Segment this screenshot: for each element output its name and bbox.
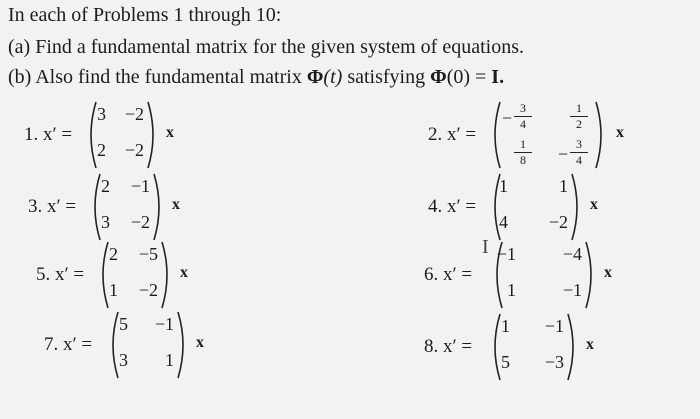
problem-2-label: 2. x′ = (428, 124, 477, 145)
problem-3-label: 3. x′ = (28, 196, 77, 217)
problem-2-a12: 1 2 (570, 102, 588, 131)
problem-6-a22: −1 (562, 280, 582, 300)
problem-4-a22: −2 (548, 212, 568, 232)
problem-3-x-vector: x (172, 196, 180, 213)
instructions-part-b (8, 66, 504, 89)
problem-3-a22: −2 (130, 212, 150, 232)
part-b-prefix: (b) Also find the fundamental matrix (8, 66, 307, 88)
left-paren-icon (488, 100, 502, 170)
right-paren-icon (566, 312, 580, 382)
right-paren-icon (570, 172, 584, 242)
problem-7-a21: 3 (119, 350, 128, 370)
problem-5-a12: −5 (138, 244, 158, 264)
problem-4-a21: 4 (499, 212, 508, 232)
right-paren-icon (584, 240, 598, 310)
right-paren-icon (160, 240, 174, 310)
problem-3-a11: 2 (101, 176, 110, 196)
problem-2-a21: 1 8 (514, 138, 532, 167)
problem-7-a11: 5 (119, 314, 128, 334)
problem-6-a21: 1 (507, 280, 516, 300)
problem-4 (428, 172, 638, 242)
problem-4-a11: 1 (499, 176, 508, 196)
problem-1-label: 1. x′ = (24, 124, 73, 145)
phi-zero-symbol: Φ (430, 66, 447, 88)
text-cursor-icon: I (482, 236, 489, 258)
problem-1-a21: 2 (97, 140, 106, 160)
problem-7-a12: −1 (154, 314, 174, 334)
problem-3-a21: 3 (101, 212, 110, 232)
problem-6-a11: −1 (496, 244, 516, 264)
problem-8-x-vector: x (586, 336, 594, 353)
problem-2-a22-sign: − (558, 144, 569, 164)
problem-5-a22: −2 (138, 280, 158, 300)
problem-4-a12: 1 (559, 176, 568, 196)
problem-1-x-vector: x (166, 124, 174, 141)
problem-6 (424, 236, 644, 310)
problem-1-a12: −2 (124, 104, 144, 124)
right-paren-icon (146, 100, 160, 170)
identity-matrix-symbol: I. (491, 66, 505, 88)
problem-5-label: 5. x′ = (36, 264, 85, 285)
problem-5 (36, 240, 226, 310)
problem-2-x-vector: x (616, 124, 624, 141)
problem-2-a11: 3 4 (514, 102, 532, 131)
problem-2-a22: 3 4 (570, 138, 588, 167)
part-b-eq: (0) = (446, 66, 492, 88)
problem-4-label: 4. x′ = (428, 196, 477, 217)
problem-2 (428, 100, 648, 170)
problem-3 (28, 172, 218, 242)
problem-8-a12: −1 (544, 316, 564, 336)
problem-7 (44, 310, 234, 380)
problem-1 (24, 100, 214, 170)
problem-8-a22: −3 (544, 352, 564, 372)
problem-7-x-vector: x (196, 334, 204, 351)
problem-8-label: 8. x′ = (424, 336, 473, 357)
problem-4-x-vector: x (590, 196, 598, 213)
problem-7-label: 7. x′ = (44, 334, 93, 355)
problem-8-a11: 1 (501, 316, 510, 336)
problem-5-a11: 2 (109, 244, 118, 264)
problem-8-a21: 5 (501, 352, 510, 372)
problem-3-a12: −1 (130, 176, 150, 196)
part-b-mid: satisfying (342, 66, 431, 88)
problem-1-a11: 3 (97, 104, 106, 124)
problem-8 (424, 312, 634, 382)
problem-1-a22: −2 (124, 140, 144, 160)
phi-symbol: Φ (306, 66, 324, 88)
instructions-line-1: In each of Problems 1 through 10: (8, 4, 282, 26)
problem-5-a21: 1 (109, 280, 118, 300)
problem-2-a11-sign: − (502, 108, 513, 128)
problem-7-a22: 1 (165, 350, 174, 370)
problem-6-x-vector: x (604, 264, 612, 281)
phi-arg: (t) (323, 66, 343, 88)
right-paren-icon (152, 172, 166, 242)
right-paren-icon (176, 310, 190, 380)
problem-6-a12: −4 (562, 244, 582, 264)
problem-5-x-vector: x (180, 264, 188, 281)
problem-6-label: 6. x′ = (424, 264, 473, 285)
instructions-part-a: (a) Find a fundamental matrix for the given system of equations. (8, 36, 524, 58)
right-paren-icon (594, 100, 608, 170)
